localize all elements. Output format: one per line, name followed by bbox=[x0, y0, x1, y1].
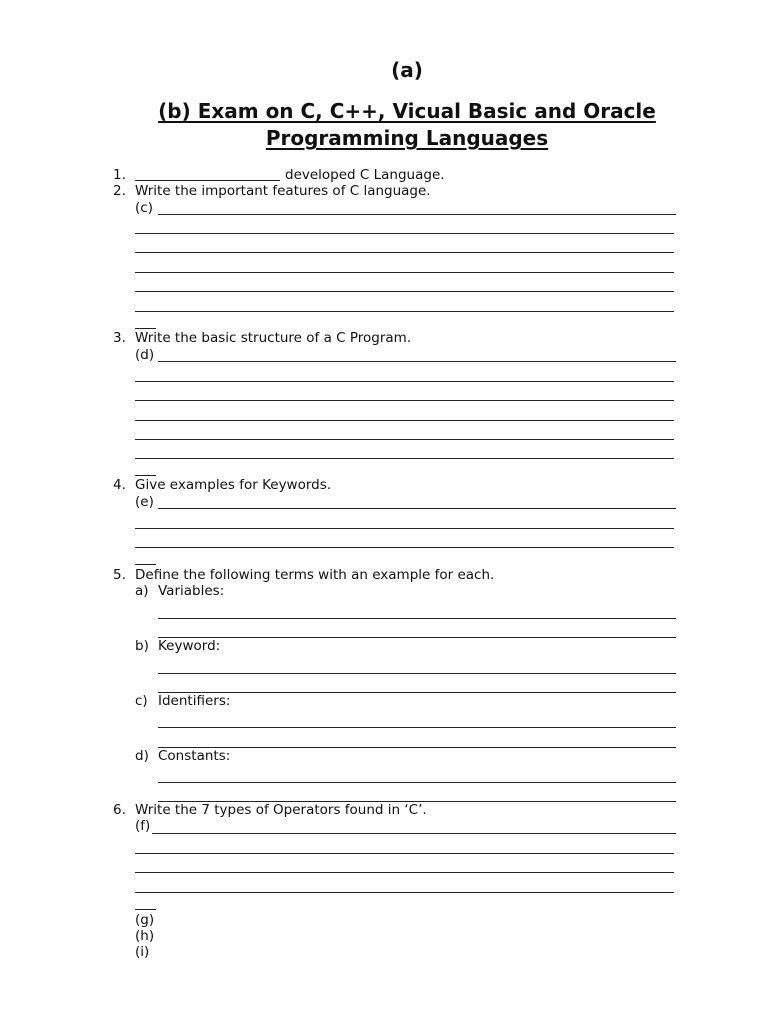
q5a-label: Variables: bbox=[158, 583, 225, 599]
answer-line[interactable] bbox=[135, 252, 674, 253]
q2-text: Write the important features of C language. bbox=[135, 183, 431, 199]
answer-line[interactable] bbox=[135, 233, 674, 234]
answer-line[interactable] bbox=[158, 214, 676, 215]
q5b-letter: b) bbox=[135, 638, 149, 654]
q5d-letter: d) bbox=[135, 748, 149, 764]
answer-line[interactable] bbox=[135, 272, 674, 273]
answer-line[interactable] bbox=[135, 528, 674, 529]
exam-title-line2: Programming Languages bbox=[265, 126, 549, 150]
q5d-label: Constants: bbox=[158, 748, 231, 764]
answer-line[interactable] bbox=[158, 508, 676, 509]
answer-line[interactable] bbox=[158, 673, 676, 674]
q5a-letter: a) bbox=[135, 583, 149, 599]
answer-line[interactable] bbox=[158, 361, 676, 362]
answer-line[interactable] bbox=[135, 439, 674, 440]
q3-text: Write the basic structure of a C Program. bbox=[135, 330, 412, 346]
q5c-label: Identifiers: bbox=[158, 693, 231, 709]
answer-line[interactable] bbox=[135, 872, 674, 873]
answer-line[interactable] bbox=[135, 420, 674, 421]
answer-line[interactable] bbox=[135, 547, 674, 548]
answer-line[interactable] bbox=[158, 747, 676, 748]
q1-text: developed C Language. bbox=[285, 167, 445, 183]
answer-line[interactable] bbox=[158, 692, 676, 693]
label-i: (i) bbox=[135, 944, 150, 960]
q3-number: 3. bbox=[113, 330, 126, 346]
q4-text: Give examples for Keywords. bbox=[135, 477, 332, 493]
answer-line-short[interactable] bbox=[135, 328, 156, 329]
answer-line-short[interactable] bbox=[135, 564, 156, 565]
q3-sub-label: (d) bbox=[135, 347, 155, 363]
q2-sub-label: (c) bbox=[135, 200, 153, 216]
q5c-letter: c) bbox=[135, 693, 148, 709]
answer-line[interactable] bbox=[158, 727, 676, 728]
label-g: (g) bbox=[135, 912, 155, 928]
q5-number: 5. bbox=[113, 567, 126, 583]
q6-text: Write the 7 types of Operators found in ‘C’. bbox=[135, 802, 427, 818]
header-a: (a) bbox=[391, 58, 423, 82]
exam-title-line1: (b) Exam on C, C++, Vicual Basic and Oracle bbox=[158, 99, 656, 123]
q1-number: 1. bbox=[113, 167, 126, 183]
answer-line[interactable] bbox=[152, 833, 676, 834]
answer-line[interactable] bbox=[135, 458, 674, 459]
label-h: (h) bbox=[135, 928, 155, 944]
q2-number: 2. bbox=[113, 183, 126, 199]
answer-line[interactable] bbox=[135, 400, 674, 401]
q6-number: 6. bbox=[113, 802, 126, 818]
answer-line-short[interactable] bbox=[135, 909, 156, 910]
q4-number: 4. bbox=[113, 477, 126, 493]
q6-sub-label: (f) bbox=[135, 818, 151, 834]
answer-line[interactable] bbox=[135, 892, 674, 893]
q1-answer-blank[interactable] bbox=[135, 180, 280, 181]
answer-line-short[interactable] bbox=[135, 475, 156, 476]
answer-line[interactable] bbox=[158, 637, 676, 638]
q5b-label: Keyword: bbox=[158, 638, 221, 654]
answer-line[interactable] bbox=[135, 291, 674, 292]
answer-line[interactable] bbox=[135, 311, 674, 312]
answer-line[interactable] bbox=[135, 381, 674, 382]
answer-line[interactable] bbox=[158, 782, 676, 783]
answer-line[interactable] bbox=[135, 853, 674, 854]
q4-sub-label: (e) bbox=[135, 494, 154, 510]
q5-text: Define the following terms with an example for each. bbox=[135, 567, 495, 583]
answer-line[interactable] bbox=[158, 618, 676, 619]
